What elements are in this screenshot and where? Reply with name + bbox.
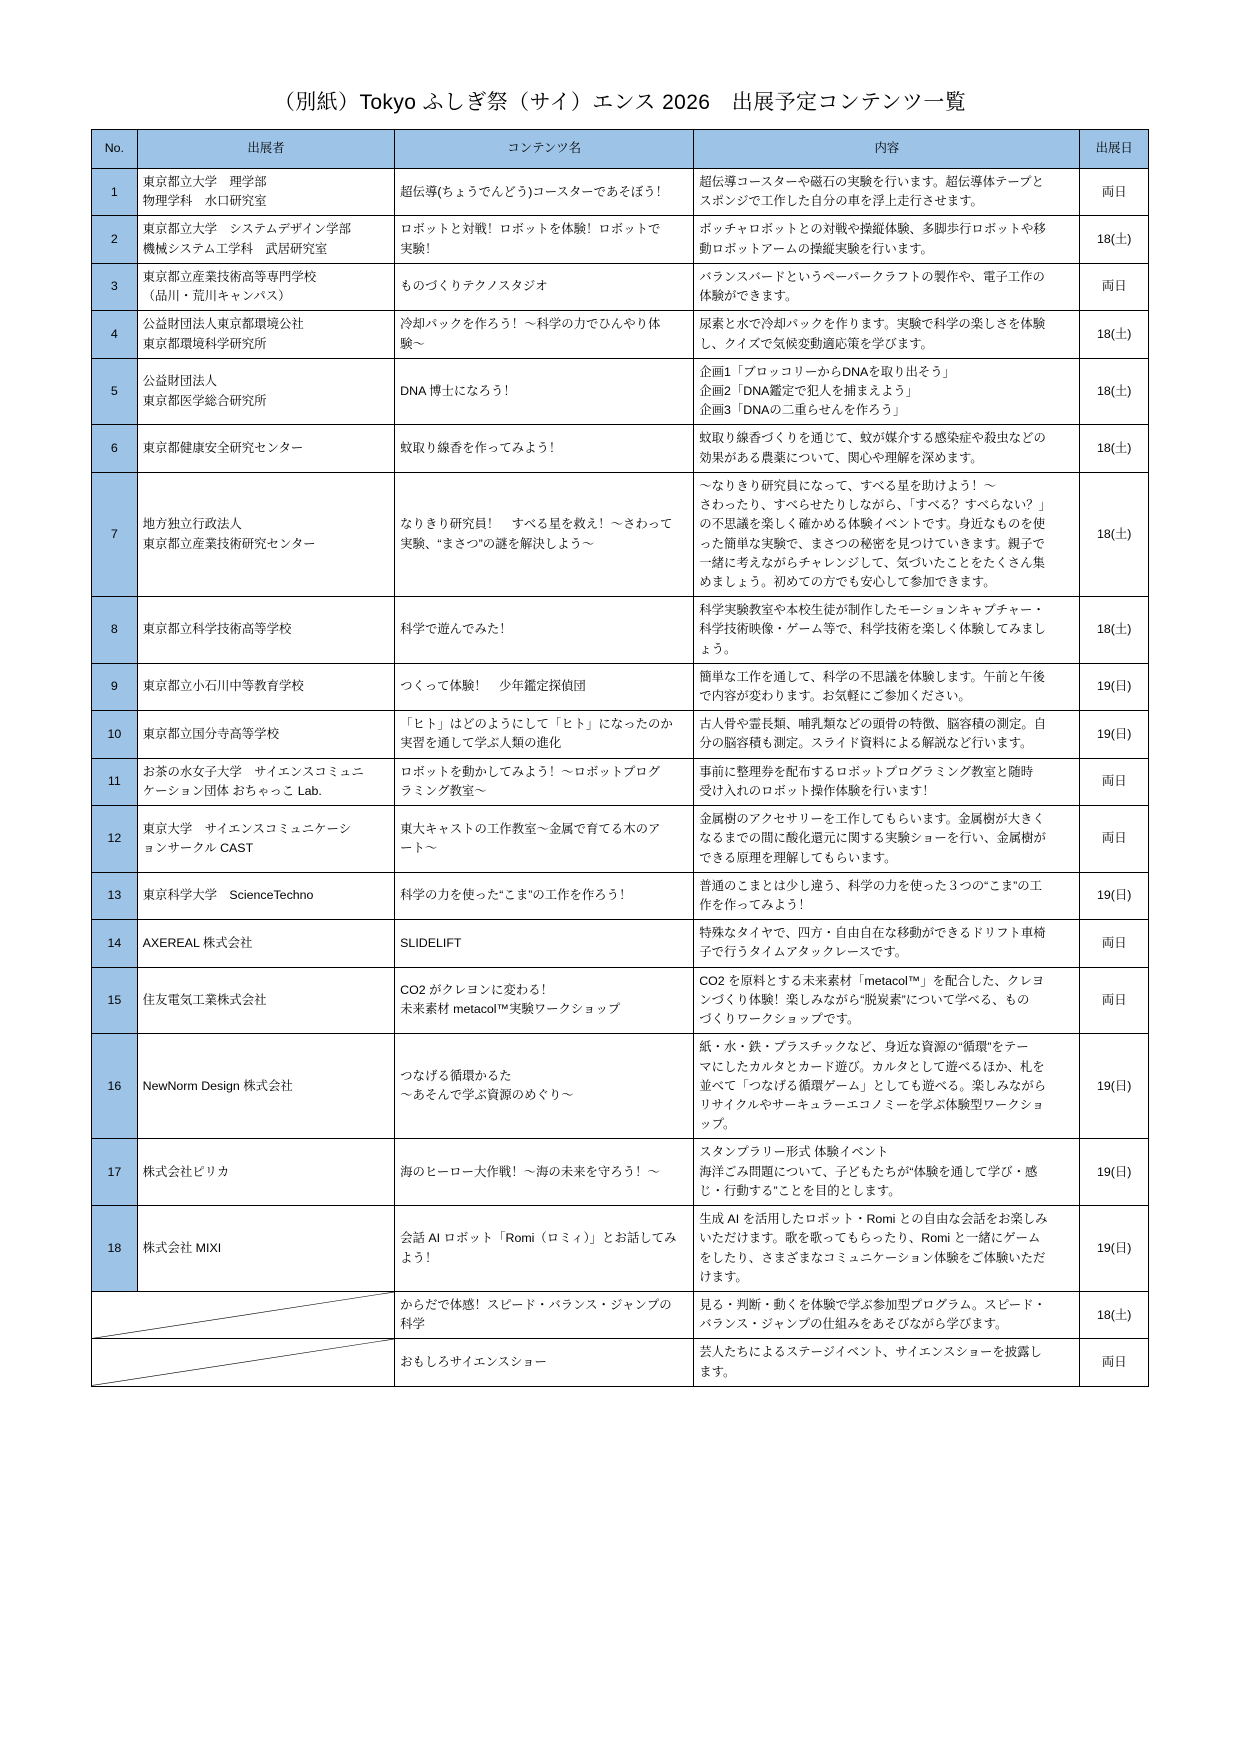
cell-content xyxy=(395,216,694,263)
cell-row-number: 13 xyxy=(92,872,138,919)
cell-detail xyxy=(694,169,1080,216)
cell-content-line: 実習を通して学ぶ人類の進化 xyxy=(400,736,562,751)
cell-row-number: 7 xyxy=(92,472,138,596)
cell-detail xyxy=(694,216,1080,263)
cell-date: 両日 xyxy=(1080,967,1149,1034)
cell-detail xyxy=(694,967,1080,1034)
table-header-row xyxy=(92,130,1149,169)
exhibit-contents-table xyxy=(91,129,1149,1387)
cell-content-line: 東大キャストの工作教室～金属で育てる木のア xyxy=(400,821,661,836)
cell-exhibitor xyxy=(137,967,395,1034)
blank-exhibitor-cell xyxy=(92,1339,395,1386)
cell-exhibitor xyxy=(137,1206,395,1292)
cell-exhibitor xyxy=(137,1034,395,1139)
cell-date: 19(日) xyxy=(1080,1206,1149,1292)
cell-content-line: なりきり研究員！ すべる星を救え！～さわって xyxy=(400,517,673,532)
cell-detail xyxy=(694,311,1080,358)
cell-row-number: 18 xyxy=(92,1206,138,1292)
table-row xyxy=(92,216,1149,263)
cell-detail-line: 分の脳容積も測定。スライド資料による解説など行います。 xyxy=(699,736,1033,751)
table-row xyxy=(92,806,1149,873)
cell-detail-line: ます。 xyxy=(699,1364,736,1379)
cell-row-number: 9 xyxy=(92,663,138,710)
cell-content xyxy=(395,472,694,596)
cell-detail-line: めましょう。初めての方でも安心して参加できます。 xyxy=(699,574,996,589)
cell-exhibitor-line: 東京都立国分寺高等学校 xyxy=(142,726,279,741)
cell-exhibitor-line: AXEREAL 株式会社 xyxy=(142,935,253,950)
cell-detail-line: 動ロボットアームの操縦実験を行います。 xyxy=(699,241,933,256)
cell-date: 18(土) xyxy=(1080,216,1149,263)
cell-exhibitor-line: 東京都健康安全研究センター xyxy=(142,441,304,456)
cell-detail-line: 科学実験教室や本校生徒が制作したモーションキャプチャー・ xyxy=(699,603,1045,618)
cell-detail-line: 芸人たちによるステージイベント、サイエンスショーを披露し xyxy=(699,1345,1042,1360)
cell-detail xyxy=(694,872,1080,919)
column-header-exhibitor: 出展者 xyxy=(137,130,395,169)
cell-exhibitor-line: 東京都立科学技術高等学校 xyxy=(142,622,292,637)
cell-detail xyxy=(694,472,1080,596)
cell-exhibitor-line: ョンサークル CAST xyxy=(142,840,254,855)
cell-row-number: 11 xyxy=(92,758,138,805)
cell-content-line: ～あそんで学ぶ資源のめぐり～ xyxy=(400,1088,574,1103)
cell-exhibitor xyxy=(137,872,395,919)
cell-detail-line: 企画2「DNA鑑定で犯人を捕まえよう」 xyxy=(699,383,919,398)
cell-content-line: CO2 がクレヨンに変わる！ xyxy=(400,983,553,998)
cell-content xyxy=(395,597,694,664)
table-row xyxy=(92,263,1149,310)
cell-detail xyxy=(694,263,1080,310)
cell-date: 両日 xyxy=(1080,758,1149,805)
cell-content-line: 「ヒト」はどのようにして「ヒト」になったのか xyxy=(400,717,673,732)
cell-exhibitor-line: 東京都環境科学研究所 xyxy=(142,336,267,351)
cell-detail-line: スタンプラリー形式 体験イベント xyxy=(699,1145,889,1160)
cell-date: 19(日) xyxy=(1080,872,1149,919)
cell-content xyxy=(395,967,694,1034)
cell-row-number: 16 xyxy=(92,1034,138,1139)
cell-content-line: つなげる循環かるた xyxy=(400,1069,512,1084)
cell-content-line: 冷却パックを作ろう！～科学の力でひんやり体 xyxy=(400,317,661,332)
cell-detail-line: さわったり、すべらせたりしながら、「すべる？すべらない？」 xyxy=(699,498,1052,513)
diagonal-strike-icon xyxy=(92,1292,394,1338)
cell-detail xyxy=(694,711,1080,758)
cell-row-number: 8 xyxy=(92,597,138,664)
cell-detail-line: 海洋ごみ問題について、子どもたちが“体験を通して学び・感 xyxy=(699,1164,1038,1179)
cell-exhibitor-line: 東京大学 サイエンスコミュニケーシ xyxy=(142,821,352,836)
cell-detail xyxy=(694,920,1080,967)
table-row xyxy=(92,472,1149,596)
cell-date: 両日 xyxy=(1080,169,1149,216)
cell-exhibitor xyxy=(137,920,395,967)
cell-content-line: よう！ xyxy=(400,1250,438,1265)
cell-detail-line: 効果がある農薬について、関心や理解を深めます。 xyxy=(699,450,983,465)
cell-content xyxy=(395,1339,694,1386)
cell-exhibitor-line: 機械システム工学科 武居研究室 xyxy=(142,241,328,256)
cell-content-line: からだで体感！スピード・バランス・ジャンプの xyxy=(400,1297,672,1312)
cell-date: 18(土) xyxy=(1080,597,1149,664)
cell-content xyxy=(395,1206,694,1292)
cell-exhibitor xyxy=(137,311,395,358)
table-row xyxy=(92,597,1149,664)
cell-exhibitor-line: 東京都医学総合研究所 xyxy=(142,393,267,408)
cell-content-line: 実験、“まさつ”の謎を解決しよう～ xyxy=(400,536,595,551)
cell-detail-line: 子で行うタイムアタックレースです。 xyxy=(699,945,908,960)
cell-date: 19(日) xyxy=(1080,711,1149,758)
cell-detail xyxy=(694,1339,1080,1386)
cell-detail-line: リサイクルやサーキュラーエコノミーを学ぶ体験型ワークショ xyxy=(699,1097,1045,1112)
table-row xyxy=(92,1034,1149,1139)
cell-detail-line: CO2 を原料とする未来素材「metacol™」を配合した、クレヨ xyxy=(699,973,1045,988)
cell-content xyxy=(395,806,694,873)
table-row xyxy=(92,1206,1149,1292)
cell-detail-line: 超伝導コースターや磁石の実験を行います。超伝導体テープと xyxy=(699,175,1044,189)
cell-detail-line: バランス・ジャンプの仕組みをあそびながら学びます。 xyxy=(699,1317,1008,1332)
cell-exhibitor-line: 株式会社ピリカ xyxy=(142,1164,230,1179)
cell-detail-line: じ・行動する”ことを目的とします。 xyxy=(699,1183,901,1198)
cell-date: 19(日) xyxy=(1080,1139,1149,1206)
table-row xyxy=(92,663,1149,710)
cell-detail-line: づくりワークショップです。 xyxy=(699,1012,860,1027)
cell-detail-line: った簡単な実験で、まさつの秘密を見つけていきます。親子で xyxy=(699,536,1045,551)
cell-date: 18(土) xyxy=(1080,1291,1149,1338)
cell-content xyxy=(395,1034,694,1139)
cell-exhibitor-line: 株式会社 MIXI xyxy=(142,1240,222,1255)
column-header-no: No. xyxy=(92,130,138,169)
cell-exhibitor xyxy=(137,358,395,425)
cell-content xyxy=(395,358,694,425)
cell-content xyxy=(395,920,694,967)
table-row xyxy=(92,920,1149,967)
cell-content-line: 験～ xyxy=(400,336,425,351)
cell-detail-line: 普通のこまとは少し違う、科学の力を使った３つの“こま”の工 xyxy=(699,878,1043,893)
cell-detail-line: 受け入れのロボット操作体験を行います！ xyxy=(699,783,935,798)
cell-date: 18(土) xyxy=(1080,472,1149,596)
cell-content xyxy=(395,263,694,310)
cell-exhibitor xyxy=(137,711,395,758)
cell-detail-line: 企画3「DNAの二重らせんを作ろう」 xyxy=(699,403,906,418)
table-row xyxy=(92,872,1149,919)
table-body xyxy=(92,169,1149,1387)
table-row xyxy=(92,967,1149,1034)
cell-content-line: ロボットを動かしてみよう！～ロボットプログ xyxy=(400,764,661,779)
page-title: （別紙）Tokyo ふしぎ祭（サイ）エンス 2026 出展予定コンテンツ一覧 xyxy=(273,91,967,114)
cell-row-number: 14 xyxy=(92,920,138,967)
cell-exhibitor-line: 東京都立大学 理学部 xyxy=(142,175,267,189)
table-row xyxy=(92,358,1149,425)
blank-exhibitor-cell xyxy=(92,1291,395,1338)
cell-content xyxy=(395,663,694,710)
cell-detail xyxy=(694,1291,1080,1338)
cell-detail xyxy=(694,663,1080,710)
cell-detail-line: 見る・判断・動くを体験で学ぶ参加型プログラム。スピード・ xyxy=(699,1297,1046,1312)
cell-content-line: ラミング教室～ xyxy=(400,783,487,798)
cell-date: 両日 xyxy=(1080,920,1149,967)
cell-exhibitor-line: 公益財団法人 xyxy=(142,374,218,389)
cell-content-line: おもしろサイエンスショー xyxy=(400,1354,547,1369)
cell-detail-line: できる原理を理解してもらいます。 xyxy=(699,850,897,865)
table-row xyxy=(92,425,1149,472)
cell-detail xyxy=(694,806,1080,873)
cell-detail-line: ンづくり体験！楽しみながら“脱炭素”について学べる、もの xyxy=(699,992,1030,1007)
cell-exhibitor xyxy=(137,663,395,710)
cell-content-line: 蚊取り線香を作ってみよう！ xyxy=(400,441,562,456)
table-row xyxy=(92,758,1149,805)
cell-exhibitor-line: 東京都立産業技術研究センター xyxy=(142,536,316,551)
cell-content xyxy=(395,1139,694,1206)
cell-exhibitor xyxy=(137,216,395,263)
cell-content xyxy=(395,425,694,472)
cell-row-number: 17 xyxy=(92,1139,138,1206)
cell-exhibitor-line: お茶の水女子大学 サイエンスコミュニ xyxy=(142,764,364,779)
column-header-date: 出展日 xyxy=(1080,130,1149,169)
cell-exhibitor-line: 東京科学大学 ScienceTechno xyxy=(142,888,314,903)
cell-detail xyxy=(694,758,1080,805)
cell-detail-line: いただけます。歌を歌ってもらったり、Romi と一緒にゲーム xyxy=(699,1231,1041,1246)
cell-exhibitor-line: 東京都立産業技術高等専門学校 xyxy=(142,269,317,284)
cell-row-number: 4 xyxy=(92,311,138,358)
cell-detail-line: マにしたカルタとカード遊び。カルタとして遊べるほか、札を xyxy=(699,1059,1045,1074)
cell-exhibitor-line: 住友電気工業株式会社 xyxy=(142,992,267,1007)
cell-detail xyxy=(694,597,1080,664)
column-header-detail: 内容 xyxy=(694,130,1080,169)
cell-content xyxy=(395,169,694,216)
table-row xyxy=(92,1291,1149,1338)
cell-row-number: 1 xyxy=(92,169,138,216)
cell-content xyxy=(395,758,694,805)
cell-detail-line: し、クイズで気候変動適応策を学びます。 xyxy=(699,336,933,351)
cell-content-line: 科学で遊んでみた！ xyxy=(400,622,512,637)
cell-exhibitor xyxy=(137,1139,395,1206)
cell-exhibitor-line: ケーション団体 おちゃっこ Lab. xyxy=(142,783,322,798)
cell-content-line: 科学の力を使った“こま”の工作を作ろう！ xyxy=(400,888,632,903)
cell-detail-line: 紙・水・鉄・プラスチックなど、身近な資源の“循環”をテー xyxy=(699,1040,1029,1055)
cell-detail-line: ～なりきり研究員になって、すべる星を助けよう！～ xyxy=(699,478,997,493)
cell-exhibitor xyxy=(137,758,395,805)
cell-detail-line: 並べて「つなげる循環ゲーム」としても遊べる。楽しみながら xyxy=(699,1078,1047,1093)
cell-content-line: ート～ xyxy=(400,840,438,855)
cell-content-line: SLIDELIFT xyxy=(400,935,462,950)
cell-date: 18(土) xyxy=(1080,425,1149,472)
cell-row-number: 12 xyxy=(92,806,138,873)
cell-exhibitor xyxy=(137,263,395,310)
table-row xyxy=(92,1139,1149,1206)
cell-exhibitor xyxy=(137,472,395,596)
cell-detail xyxy=(694,1139,1080,1206)
cell-exhibitor-line: 東京都立小石川中等教育学校 xyxy=(142,679,304,694)
cell-exhibitor xyxy=(137,806,395,873)
cell-detail-line: 一緒に考えながらチャレンジして、気づいたことをたくさん集 xyxy=(699,555,1045,570)
cell-content xyxy=(395,711,694,758)
cell-row-number: 5 xyxy=(92,358,138,425)
cell-detail-line: 尿素と水で冷却パックを作ります。実験で科学の楽しさを体験 xyxy=(699,317,1046,332)
cell-content-line: ロボットと対戦！ロボットを体験！ロボットで xyxy=(400,222,661,237)
cell-detail-line: 企画1「ブロッコリーからDNAを取り出そう」 xyxy=(699,364,956,379)
cell-content-line: 超伝導(ちょうでんどう)コースターであそぼう！ xyxy=(400,184,669,199)
cell-content-line: つくって体験！ 少年鑑定探偵団 xyxy=(400,679,586,694)
cell-detail xyxy=(694,425,1080,472)
cell-content-line: 科学 xyxy=(400,1317,425,1332)
cell-detail-line: 科学技術映像・ゲーム等で、科学技術を楽しく体験してみまし xyxy=(699,622,1046,637)
cell-detail xyxy=(694,1034,1080,1139)
table-row xyxy=(92,711,1149,758)
cell-detail-line: をしたり、さまざまなコミュニケーション体験をご体験いただ xyxy=(699,1250,1046,1265)
cell-content-line: 実験！ xyxy=(400,241,438,256)
cell-detail-line: 生成 AI を活用したロボット・Romi との自由な会話をお楽しみ xyxy=(699,1212,1048,1227)
cell-row-number: 10 xyxy=(92,711,138,758)
cell-exhibitor xyxy=(137,169,395,216)
cell-detail-line: ょう。 xyxy=(699,641,737,656)
cell-date: 19(日) xyxy=(1080,1034,1149,1139)
cell-date: 18(土) xyxy=(1080,358,1149,425)
cell-content xyxy=(395,1291,694,1338)
cell-content-line: DNA 博士になろう！ xyxy=(400,383,516,398)
cell-detail-line: なるまでの間に酸化還元に関する実験ショーを行い、金属樹が xyxy=(699,831,1046,846)
cell-detail xyxy=(694,1206,1080,1292)
cell-exhibitor-line: （品川・荒川キャンパス） xyxy=(142,289,291,304)
cell-row-number: 2 xyxy=(92,216,138,263)
cell-exhibitor-line: NewNorm Design 株式会社 xyxy=(142,1078,293,1093)
cell-exhibitor xyxy=(137,425,395,472)
cell-detail-line: 体験ができます。 xyxy=(699,289,798,304)
cell-date: 19(日) xyxy=(1080,663,1149,710)
cell-detail-line: スポンジで工作した自分の車を浮上走行させます。 xyxy=(699,194,983,209)
cell-detail-line: 古人骨や霊長類、哺乳類などの頭骨の特徴、脳容積の測定。自 xyxy=(699,717,1047,732)
cell-exhibitor-line: 物理学科 水口研究室 xyxy=(142,194,267,209)
cell-content xyxy=(395,311,694,358)
cell-exhibitor-line: 東京都立大学 システムデザイン学部 xyxy=(142,222,351,237)
cell-exhibitor-line: 公益財団法人東京都環境公社 xyxy=(142,317,304,332)
column-header-content: コンテンツ名 xyxy=(395,130,694,169)
table-header xyxy=(92,130,1149,169)
cell-detail-line: の不思議を楽しく確かめる体験イベントです。身近なものを使 xyxy=(699,517,1046,532)
cell-detail-line: 金属樹のアクセサリーを工作してもらいます。金属樹が大きく xyxy=(699,812,1045,827)
cell-exhibitor xyxy=(137,597,395,664)
cell-detail-line: 特殊なタイヤで、四方・自由自在な移動ができるドリフト車椅 xyxy=(699,926,1046,941)
table-row xyxy=(92,311,1149,358)
cell-detail xyxy=(694,358,1080,425)
cell-content-line: 海のヒーロー大作戦！～海の未来を守ろう！～ xyxy=(400,1164,660,1179)
cell-detail-line: 作を作ってみよう！ xyxy=(699,898,811,912)
cell-detail-line: バランスバードというペーパークラフトの製作や、電子工作の xyxy=(699,269,1045,284)
table-row xyxy=(92,1339,1149,1386)
cell-row-number: 15 xyxy=(92,967,138,1034)
cell-date: 18(土) xyxy=(1080,311,1149,358)
cell-detail-line: 事前に整理券を配布するロボットプログラミング教室と随時 xyxy=(699,764,1034,779)
cell-detail-line: けます。 xyxy=(699,1269,748,1284)
cell-detail-line: で内容が変わります。お気軽にご参加ください。 xyxy=(699,689,971,704)
cell-detail-line: ボッチャロボットとの対戦や操縦体験、多脚歩行ロボットや移 xyxy=(699,222,1046,237)
cell-row-number: 3 xyxy=(92,263,138,310)
cell-content-line: 未来素材 metacol™実験ワークショップ xyxy=(400,1002,621,1017)
cell-detail-line: ップ。 xyxy=(699,1117,736,1132)
cell-date: 両日 xyxy=(1080,1339,1149,1386)
cell-content-line: 会話 AI ロボット「Romi（ロミィ）」とお話してみ xyxy=(400,1231,677,1246)
cell-content xyxy=(395,872,694,919)
cell-detail-line: 蚊取り線香づくりを通じて、蚊が媒介する感染症や殺虫などの xyxy=(699,431,1046,446)
diagonal-strike-icon xyxy=(92,1339,394,1385)
cell-date: 両日 xyxy=(1080,806,1149,873)
table-row xyxy=(92,169,1149,216)
cell-detail-line: 簡単な工作を通して、科学の不思議を体験します。午前と午後 xyxy=(699,669,1045,684)
cell-row-number: 6 xyxy=(92,425,138,472)
cell-content-line: ものづくりテクノスタジオ xyxy=(400,279,548,294)
cell-exhibitor-line: 地方独立行政法人 xyxy=(142,517,242,532)
cell-date: 両日 xyxy=(1080,263,1149,310)
